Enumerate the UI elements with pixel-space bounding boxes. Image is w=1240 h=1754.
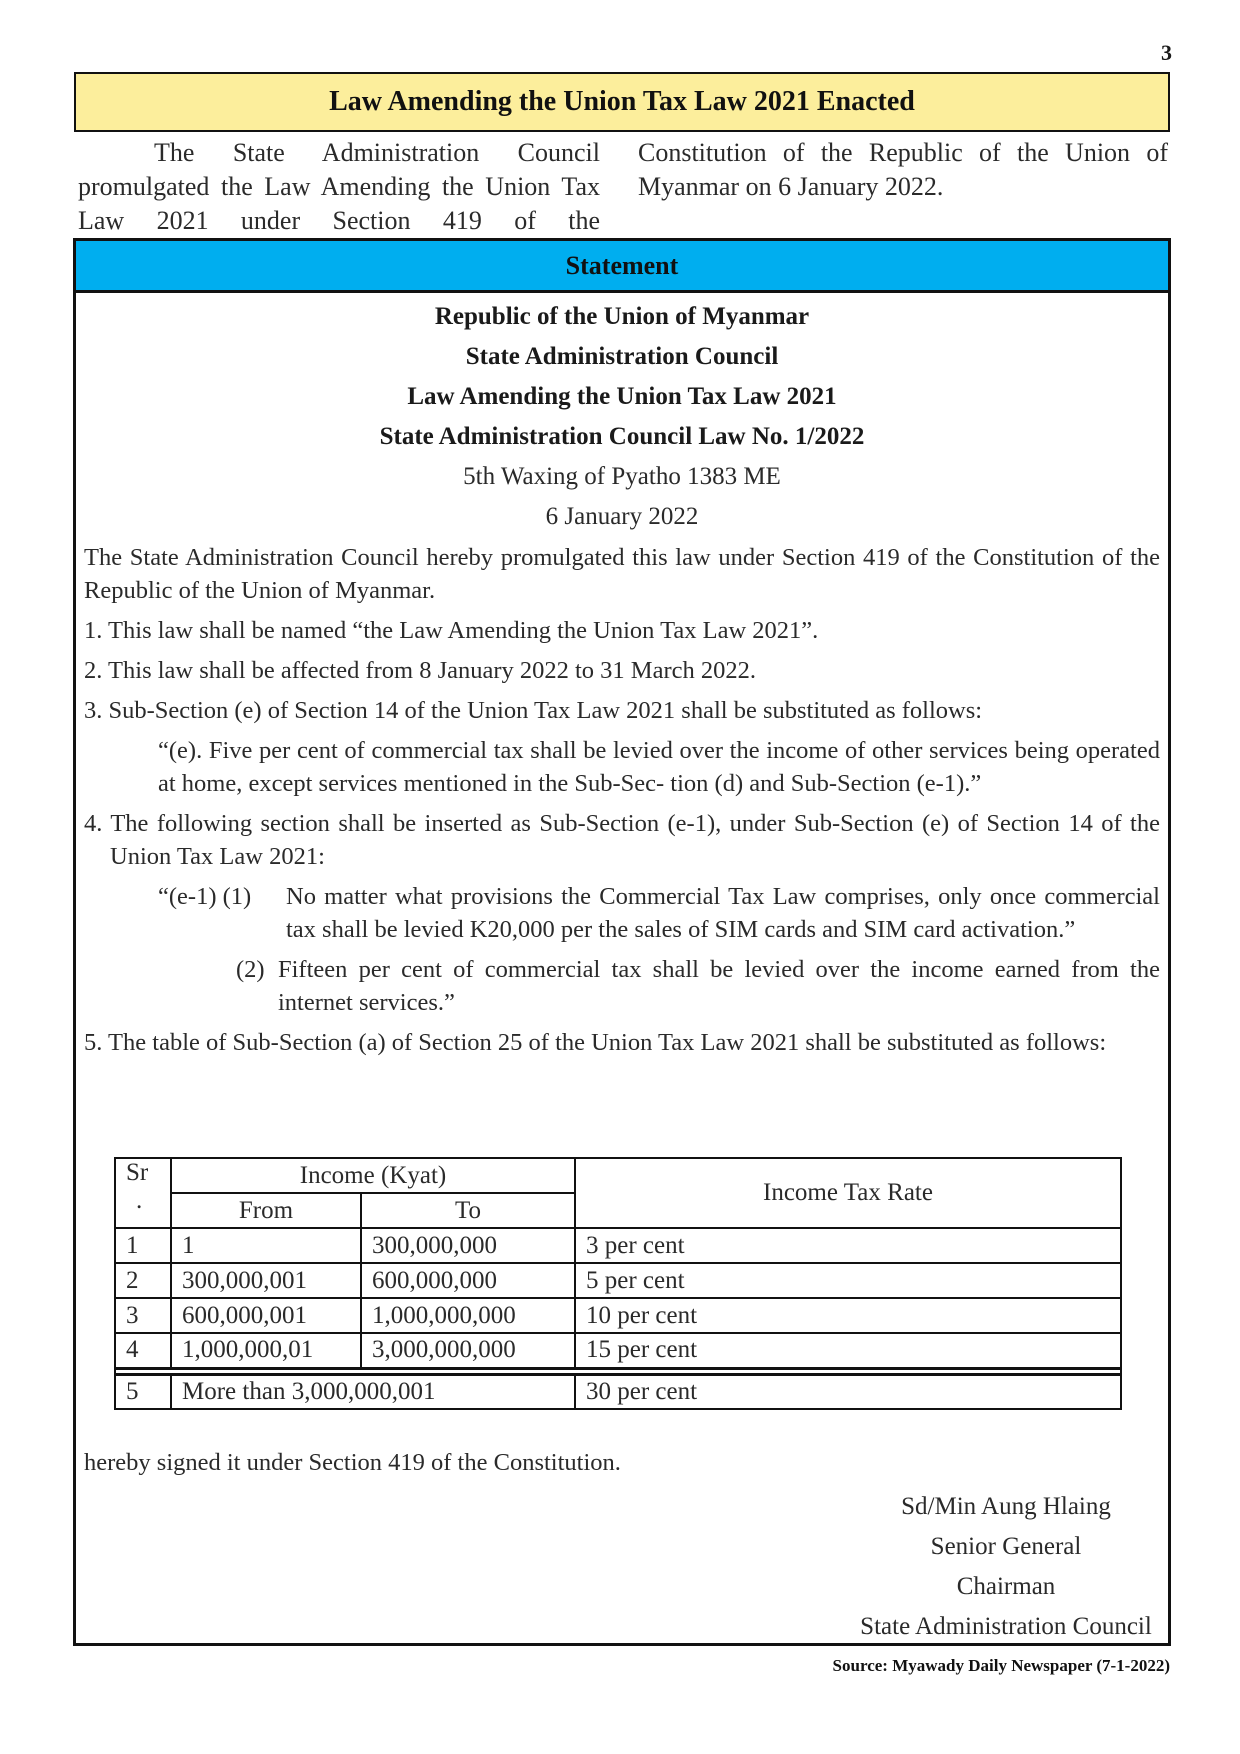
clause-1: 1. This law shall be named “the Law Amending the Union Tax Law 2021”.: [84, 617, 819, 644]
header-sr: [115, 1158, 171, 1228]
cell-rate: 5 per cent: [575, 1263, 1121, 1298]
title-republic: Republic of the Union of Myanmar: [434, 303, 810, 330]
page-number: 3: [1161, 40, 1172, 65]
clause-3: 3. Sub-Section (e) of Section 14 of the Union Tax Law 2021 shall be substituted as follows:: [84, 697, 983, 724]
cell-rate: 15 per cent: [575, 1333, 1121, 1368]
table-row: [115, 1228, 1121, 1263]
cell-from: 1,000,000,01: [171, 1333, 361, 1368]
clause-4-sub-2-text: Fifteen per cent of commercial tax shall be levied over the income earned from the internet services.”: [278, 956, 1160, 1016]
cell-rate: 10 per cent: [575, 1298, 1121, 1333]
cell-sr: 4: [115, 1333, 171, 1368]
cell-sr: 3: [115, 1298, 171, 1333]
cell-from: 300,000,001: [171, 1263, 361, 1298]
table-row: [115, 1263, 1121, 1298]
header-from: From: [171, 1193, 361, 1228]
table-row: [115, 1374, 1121, 1409]
title-law-name: Law Amending the Union Tax Law 2021: [407, 383, 837, 410]
cell-rate: 30 per cent: [575, 1374, 1121, 1409]
signature-title: Chairman: [956, 1573, 1056, 1600]
intro-right-column: Constitution of the Republic of the Union of Myanmar on 6 January 2022.: [638, 138, 1168, 201]
statement-header: Statement: [76, 241, 1168, 293]
cell-to: 600,000,000: [361, 1263, 575, 1298]
headline-banner: [74, 72, 1170, 132]
clause-4: 4. The following section shall be inserted as Sub-Section (e-1), under Sub-Section (e) of Section 14 of the Union Tax Law 2021:: [84, 810, 1160, 870]
table-header-row: [115, 1158, 1121, 1193]
clause-2: 2. This law shall be affected from 8 January 2022 to 31 March 2022.: [84, 657, 757, 684]
cell-range: More than 3,000,000,001: [171, 1374, 575, 1409]
header-sr-dot: .: [136, 1187, 143, 1214]
source-credit: Source: Myawady Daily Newspaper (7-1-2022): [832, 1656, 1170, 1675]
signature-name: Sd/Min Aung Hlaing: [901, 1493, 1111, 1520]
header-sr-label: Sr: [126, 1159, 149, 1186]
header-rate: Income Tax Rate: [575, 1158, 1121, 1228]
headline: Law Amending the Union Tax Law 2021 Enacted: [329, 86, 915, 117]
statement-titles: [76, 293, 1168, 537]
signature-rank: Senior General: [930, 1533, 1082, 1560]
cell-rate: 3 per cent: [575, 1228, 1121, 1263]
intro-paragraph: [78, 136, 1168, 236]
table-row: [115, 1298, 1121, 1333]
title-law-number: State Administration Council Law No. 1/2022: [379, 423, 865, 450]
cell-from: 600,000,001: [171, 1298, 361, 1333]
cell-to: 1,000,000,000: [361, 1298, 575, 1333]
cell-to: 300,000,000: [361, 1228, 575, 1263]
clause-4-sub-2-label: (2): [236, 956, 265, 983]
signature-council: State Administration Council: [860, 1613, 1152, 1640]
table-row: [115, 1333, 1121, 1368]
preamble: The State Administration Council hereby promulgated this law under Section 419 of the Constitution of the Republic of the Union of Myanmar.: [84, 544, 1160, 604]
closing-line: hereby signed it under Section 419 of the Constitution.: [84, 1449, 621, 1476]
clause-4-sub-1: [84, 880, 1160, 946]
intro-left-column: The State Administration Council promulgated the Law Amending the Union Tax Law 2021 under Section 419 of the: [78, 138, 600, 235]
clause-5: 5. The table of Sub-Section (a) of Section 25 of the Union Tax Law 2021 shall be substituted as follows:: [84, 1029, 1107, 1056]
header-to: To: [361, 1193, 575, 1228]
clause-4-sub-1-label: “(e-1) (1): [158, 883, 252, 910]
cell-sr: 2: [115, 1263, 171, 1298]
cell-sr: 5: [115, 1374, 171, 1409]
clause-3-quote: “(e). Five per cent of commercial tax shall be levied over the income of other services being operated at home, except services mentioned in the Sub-Sec- tion (d) and Sub-Section (e-1).”: [158, 737, 1160, 797]
income-tax-table: [114, 1157, 1122, 1410]
header-income: Income (Kyat): [171, 1158, 575, 1193]
statement-body: [76, 537, 1168, 1059]
signature-block: [846, 1487, 1166, 1647]
cell-sr: 1: [115, 1228, 171, 1263]
title-council: State Administration Council: [465, 343, 779, 370]
cell-to: 3,000,000,000: [361, 1333, 575, 1368]
statement-box: [73, 238, 1171, 1646]
date-gregorian: 6 January 2022: [545, 503, 699, 530]
clause-4-sub-1-text: No matter what provisions the Commercial Tax Law comprises, only once commercial tax shall be levied K20,000 per the sales of SIM cards and SIM card activation.”: [286, 883, 1160, 943]
clause-4-sub-2: [84, 953, 1160, 1019]
date-myanmar: 5th Waxing of Pyatho 1383 ME: [463, 463, 781, 490]
cell-from: 1: [171, 1228, 361, 1263]
